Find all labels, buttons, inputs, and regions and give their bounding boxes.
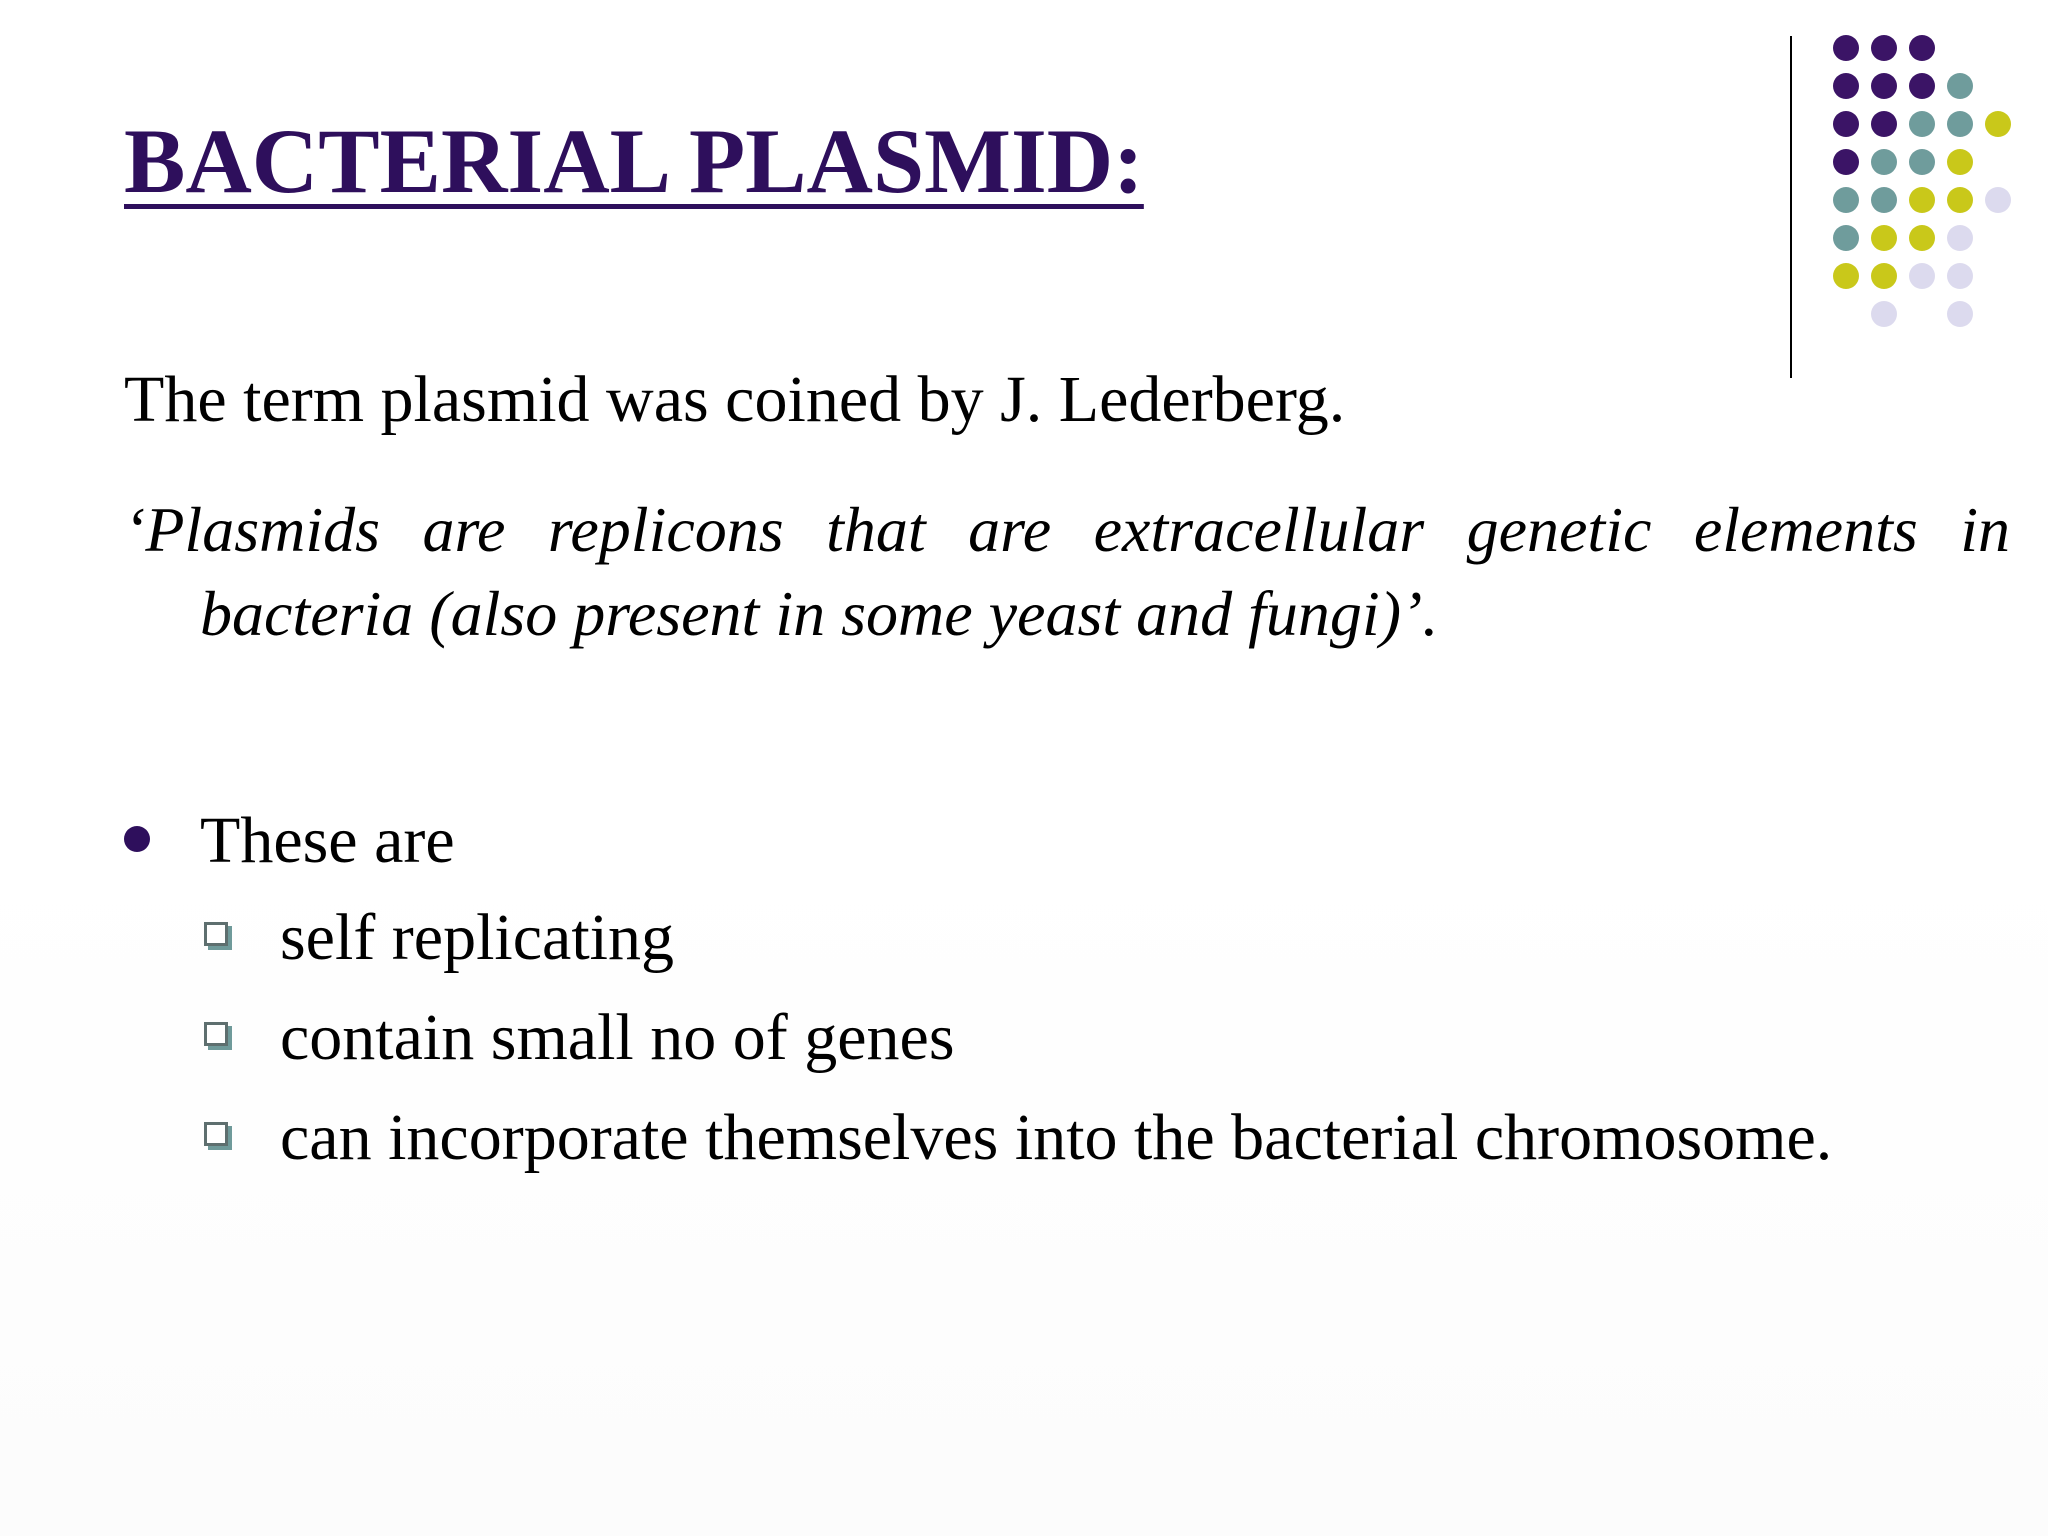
decorative-dot [1909,225,1935,251]
decorative-dot [1947,263,1973,289]
intro-text: The term plasmid was coined by J. Lederberg. [124,363,1346,436]
decorative-dot [1833,187,1859,213]
decorative-dot [1909,149,1935,175]
decorative-dot [1833,263,1859,289]
decorative-dot [1871,73,1897,99]
decorative-dot [1909,73,1935,99]
sub-bullet-item [204,1100,1832,1200]
decorative-dot [1947,73,1973,99]
bullet-dot-icon [124,826,150,852]
bullet-text: These are [200,804,455,877]
decorative-dot [1909,111,1935,137]
decorative-dot [1871,301,1897,327]
bullet-item [124,800,455,882]
decorative-dot [1871,263,1897,289]
checkbox-bullet-icon [204,1122,232,1150]
decorative-dot [1871,35,1897,61]
decorative-dot [1947,187,1973,213]
decorative-dot [1871,187,1897,213]
decorative-dot [1871,149,1897,175]
sub-bullet-item [204,900,1832,1000]
checkbox-bullet-icon [204,1022,232,1050]
decorative-dot [1909,35,1935,61]
slide-title: BACTERIAL PLASMID: [124,110,1144,212]
sub-bullet-text: can incorporate themselves into the bacterial chromosome. [280,1101,1833,1174]
sub-bullet-text: contain small no of genes [280,1001,955,1074]
vertical-divider-line [1790,36,1792,378]
decorative-dot [1871,225,1897,251]
sub-bullet-text: self replicating [280,901,675,974]
plasmid-definition: ‘Plasmids are replicons that are extracellular genetic elements in bacteria (also present in some yeast and fungi)’. [124,494,2010,649]
decorative-dot [1833,35,1859,61]
decorative-dot [1985,187,2011,213]
checkbox-bullet-icon [204,922,232,950]
decorative-dot [1947,301,1973,327]
decorative-dot [1833,73,1859,99]
sub-bullet-item [204,1000,1832,1100]
decorative-dot [1871,111,1897,137]
decorative-dot [1947,149,1973,175]
decorative-dot [1833,149,1859,175]
decorative-dot [1947,111,1973,137]
sub-bullet-list [204,900,1832,1200]
decorative-dot [1833,225,1859,251]
decorative-dot [1833,111,1859,137]
decorative-dot [1985,111,2011,137]
decorative-dot [1947,225,1973,251]
decorative-dot [1909,187,1935,213]
decorative-dot [1909,263,1935,289]
